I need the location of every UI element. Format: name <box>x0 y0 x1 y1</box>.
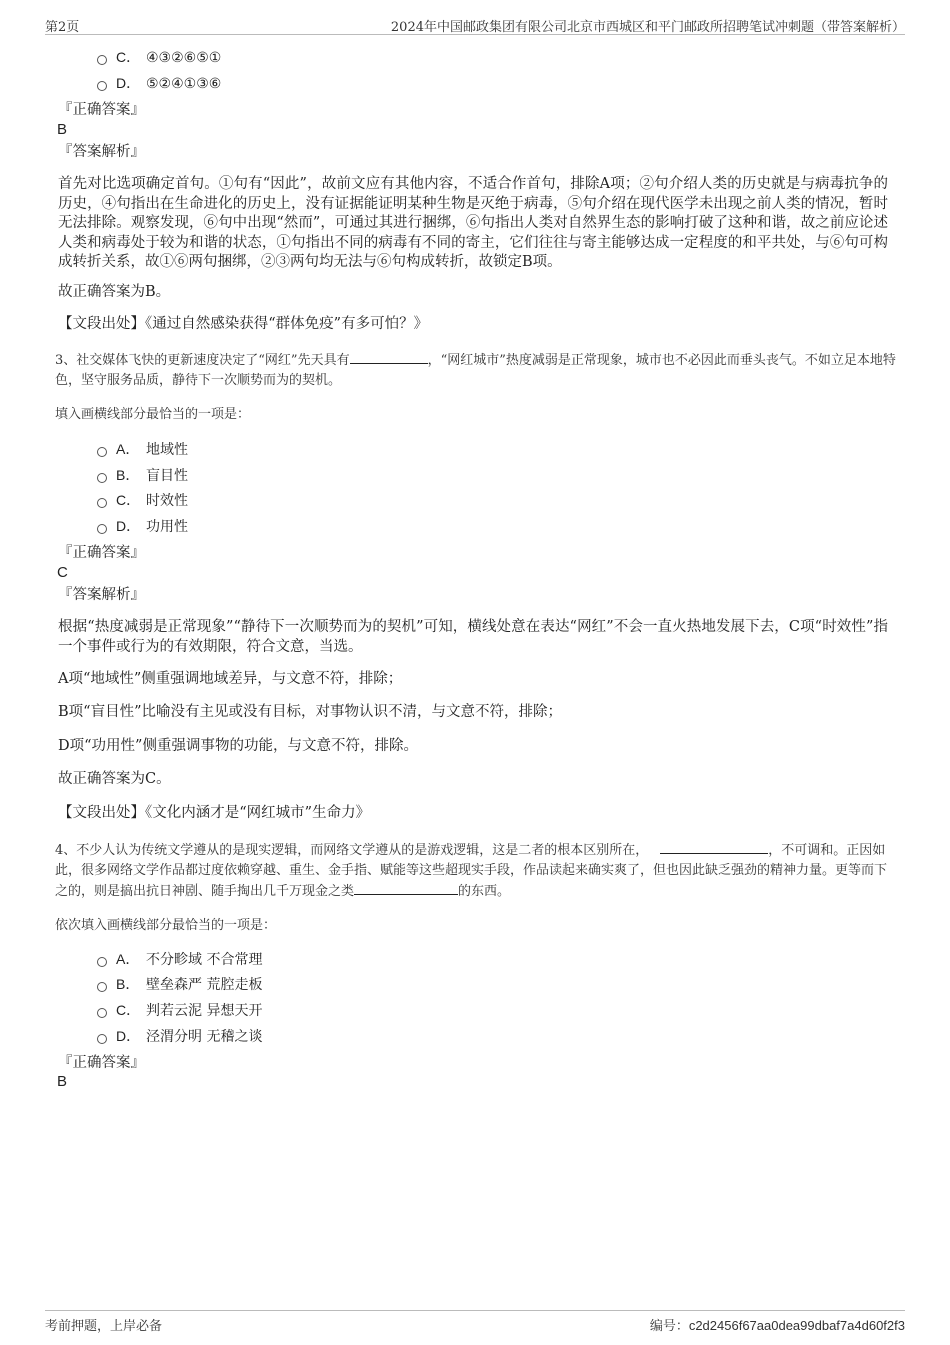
document-id: 编号：c2d2456f67aa0dea99dbaf7a4d60f2f3 <box>649 1318 905 1333</box>
radio-icon[interactable] <box>97 55 107 65</box>
radio-icon[interactable] <box>97 957 107 967</box>
q4-option-c[interactable]: C． 判若云泥 异想天开 <box>97 999 262 1021</box>
q4-option-b[interactable]: B． 壁垒森严 荒腔走板 <box>97 973 262 995</box>
q4-option-d[interactable]: D． 泾渭分明 无稽之谈 <box>97 1025 262 1047</box>
q3-instruction: 填入画横线部分最恰当的一项是： <box>55 407 251 422</box>
q3-answer: C <box>57 564 68 581</box>
q2-option-d[interactable]: D． ⑤②④①③⑥ <box>97 72 221 94</box>
page-footer <box>45 1310 905 1335</box>
q3-stem: 3、社交媒体飞快的更新速度决定了“网红”先天具有 ，“网红城市”热度减弱是正常现象，城市也不必因此而垂头丧气。不如立足本地特色，坚守服务品质，静待下一次顺势而为的契机。 <box>55 350 898 391</box>
q4-instruction: 依次填入画横线部分最恰当的一项是： <box>55 918 277 933</box>
q4-option-a[interactable]: A． 不分畛域 不合常理 <box>97 948 262 970</box>
q2-conclusion: 故正确答案为B。 <box>58 284 171 300</box>
q3-note-b: B项“盲目性”比喻没有主见或没有目标，对事物认识不清，与文意不符，排除； <box>58 704 562 720</box>
q3-source: 【文段出处】《文化内涵才是“网红城市”生命力》 <box>58 805 371 821</box>
q4-answer: B <box>57 1073 68 1090</box>
radio-icon[interactable] <box>97 498 107 508</box>
q4-stem: 4、不少人认为传统文学遵从的是现实逻辑，而网络文学遵从的是游戏逻辑，这是二者的根本区别所在， ，不可调和。正因如此，很多网络文学作品都过度依赖穿越、重生、金手指、赋能等这些超现实手段，作品读起来确实爽了，但也因此缺乏强劲的精神力量。更等而下之的，则是搞出抗日神剧、随手掏出几千万现金之类 的东西。 <box>55 840 898 902</box>
q3-blank <box>350 350 428 364</box>
radio-icon[interactable] <box>97 1034 107 1044</box>
radio-icon[interactable] <box>97 1008 107 1018</box>
footer-slogan: 考前押题，上岸必备 <box>45 1319 163 1334</box>
radio-icon[interactable] <box>97 81 107 91</box>
q3-note-a: A项“地域性”侧重强调地域差异，与文意不符，排除； <box>58 671 403 687</box>
q3-note-d: D项“功用性”侧重强调事物的功能，与文意不符，排除。 <box>58 738 418 754</box>
radio-icon[interactable] <box>97 447 107 457</box>
radio-icon[interactable] <box>97 524 107 534</box>
q2-answer-label: 『正确答案』 <box>58 102 145 118</box>
q2-source: 【文段出处】《通过自然感染获得“群体免疫”有多可怕？》 <box>58 316 429 332</box>
q3-option-b[interactable]: B． 盲目性 <box>97 464 188 486</box>
page-number: 第2页 <box>45 20 80 35</box>
q3-conclusion: 故正确答案为C。 <box>58 771 171 787</box>
radio-icon[interactable] <box>97 473 107 483</box>
q4-blank-2 <box>354 881 458 895</box>
q2-analysis-text: 首先对比选项确定首句。①句有“因此”，故前文应有其他内容，不适合作首句，排除A项；②句介绍人类的历史就是与病毒抗争的历史，④句指出在生命进化的历史上，没有证据能证明某种生物是灭绝于病毒，⑤句介绍在现代医学未出现之前人类的情况，暂时无法排除。观察发现，⑥句中出现“然而”，可通过其进行捆绑，⑥句指出人类对自然界生态的影响打破了这种和谐，故之前应论述人类和病毒处于较为和谐的状态，①句指出不同的病毒有不同的寄主，它们往往与寄主能够达成一定程度的和平共处，与⑥句可构成转折关系，故①⑥两句捆绑，②③两句均无法与⑥句构成转折，故锁定B项。 <box>58 176 888 270</box>
document-title: 2024年中国邮政集团有限公司北京市西城区和平门邮政所招聘笔试冲刺题（带答案解析） <box>390 20 905 35</box>
q4-answer-label: 『正确答案』 <box>58 1055 145 1071</box>
q2-option-c[interactable]: C． ④③②⑥⑤① <box>97 46 221 68</box>
q3-option-d[interactable]: D． 功用性 <box>97 515 188 537</box>
q2-answer: B <box>57 121 68 138</box>
page-header <box>45 14 905 35</box>
q4-blank-1 <box>660 840 768 854</box>
q3-answer-label: 『正确答案』 <box>58 545 145 561</box>
q3-option-a[interactable]: A． 地域性 <box>97 438 188 460</box>
q3-analysis-label: 『答案解析』 <box>58 587 145 603</box>
radio-icon[interactable] <box>97 982 107 992</box>
q3-analysis-text: 根据“热度减弱是正常现象”“静待下一次顺势而为的契机”可知，横线处意在表达“网红”不会一直火热地发展下去，C项“时效性”指一个事件或行为的有效期限，符合文意，当选。 <box>58 619 888 655</box>
q2-analysis-label: 『答案解析』 <box>58 144 145 160</box>
q3-option-c[interactable]: C． 时效性 <box>97 489 188 511</box>
